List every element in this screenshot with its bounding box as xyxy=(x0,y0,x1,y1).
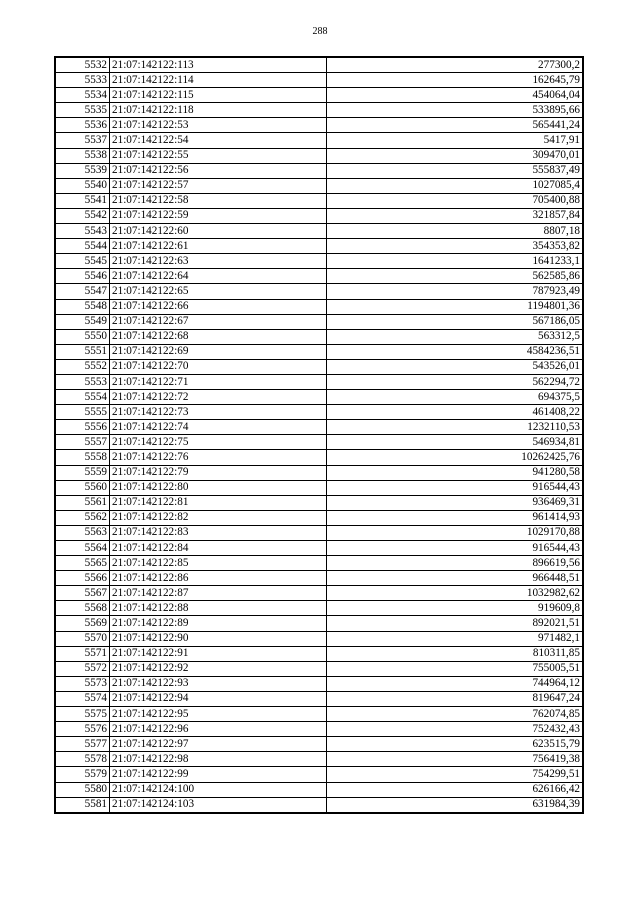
value-cell: 892021,51 xyxy=(327,616,583,631)
row-number-cell: 5574 xyxy=(56,691,110,706)
value-cell: 162645,79 xyxy=(327,73,583,88)
table-row xyxy=(56,495,583,510)
cadastral-number-cell: 21:07:142122:91 xyxy=(110,646,327,661)
table-row xyxy=(56,299,583,314)
value-cell: 4584236,51 xyxy=(327,344,583,359)
value-cell: 631984,39 xyxy=(327,797,583,812)
row-number-cell: 5551 xyxy=(56,344,110,359)
cadastral-number-cell: 21:07:142122:86 xyxy=(110,571,327,586)
table-row xyxy=(56,374,583,389)
table-row xyxy=(56,541,583,556)
cadastral-number-cell: 21:07:142122:115 xyxy=(110,88,327,103)
cadastral-number-cell: 21:07:142122:54 xyxy=(110,133,327,148)
cadastral-number-cell: 21:07:142122:96 xyxy=(110,722,327,737)
value-cell: 755005,51 xyxy=(327,661,583,676)
value-cell: 626166,42 xyxy=(327,782,583,797)
value-cell: 354353,82 xyxy=(327,239,583,254)
table-row xyxy=(56,239,583,254)
value-cell: 810311,85 xyxy=(327,646,583,661)
row-number-cell: 5549 xyxy=(56,314,110,329)
table-row xyxy=(56,450,583,465)
row-number-cell: 5570 xyxy=(56,631,110,646)
cadastral-number-cell: 21:07:142122:87 xyxy=(110,586,327,601)
value-cell: 754299,51 xyxy=(327,767,583,782)
row-number-cell: 5578 xyxy=(56,752,110,767)
value-cell: 563312,5 xyxy=(327,329,583,344)
table-row xyxy=(56,359,583,374)
row-number-cell: 5579 xyxy=(56,767,110,782)
value-cell: 762074,85 xyxy=(327,707,583,722)
table-row xyxy=(56,797,583,812)
table-row xyxy=(56,691,583,706)
cadastral-number-cell: 21:07:142122:67 xyxy=(110,314,327,329)
row-number-cell: 5556 xyxy=(56,420,110,435)
row-number-cell: 5577 xyxy=(56,737,110,752)
row-number-cell: 5542 xyxy=(56,208,110,223)
value-cell: 916544,43 xyxy=(327,480,583,495)
row-number-cell: 5548 xyxy=(56,299,110,314)
value-cell: 752432,43 xyxy=(327,722,583,737)
value-cell: 966448,51 xyxy=(327,571,583,586)
row-number-cell: 5532 xyxy=(56,58,110,73)
cadastral-number-cell: 21:07:142122:68 xyxy=(110,329,327,344)
value-cell: 623515,79 xyxy=(327,737,583,752)
table-row xyxy=(56,284,583,299)
table-row xyxy=(56,344,583,359)
table-row xyxy=(56,148,583,163)
row-number-cell: 5563 xyxy=(56,525,110,540)
table-row xyxy=(56,103,583,118)
table-row xyxy=(56,163,583,178)
row-number-cell: 5569 xyxy=(56,616,110,631)
cadastral-number-cell: 21:07:142122:95 xyxy=(110,707,327,722)
cadastral-number-cell: 21:07:142122:80 xyxy=(110,480,327,495)
table-row xyxy=(56,390,583,405)
row-number-cell: 5557 xyxy=(56,435,110,450)
row-number-cell: 5561 xyxy=(56,495,110,510)
table-row xyxy=(56,722,583,737)
cadastral-number-cell: 21:07:142122:59 xyxy=(110,208,327,223)
cadastral-number-cell: 21:07:142122:58 xyxy=(110,193,327,208)
value-cell: 919609,8 xyxy=(327,601,583,616)
row-number-cell: 5572 xyxy=(56,661,110,676)
value-cell: 961414,93 xyxy=(327,510,583,525)
cadastral-number-cell: 21:07:142122:69 xyxy=(110,344,327,359)
table-row xyxy=(56,737,583,752)
cadastral-number-cell: 21:07:142122:74 xyxy=(110,420,327,435)
table-row xyxy=(56,405,583,420)
value-cell: 10262425,76 xyxy=(327,450,583,465)
row-number-cell: 5552 xyxy=(56,359,110,374)
table-row xyxy=(56,208,583,223)
cadastral-number-cell: 21:07:142122:85 xyxy=(110,556,327,571)
row-number-cell: 5534 xyxy=(56,88,110,103)
row-number-cell: 5566 xyxy=(56,571,110,586)
cadastral-number-cell: 21:07:142124:103 xyxy=(110,797,327,812)
cadastral-number-cell: 21:07:142122:55 xyxy=(110,148,327,163)
table-row xyxy=(56,525,583,540)
row-number-cell: 5535 xyxy=(56,103,110,118)
row-number-cell: 5533 xyxy=(56,73,110,88)
row-number-cell: 5559 xyxy=(56,465,110,480)
table-row xyxy=(56,118,583,133)
cadastral-number-cell: 21:07:142122:61 xyxy=(110,239,327,254)
value-cell: 461408,22 xyxy=(327,405,583,420)
table-row xyxy=(56,178,583,193)
row-number-cell: 5554 xyxy=(56,390,110,405)
row-number-cell: 5546 xyxy=(56,269,110,284)
table-row xyxy=(56,782,583,797)
table-row xyxy=(56,465,583,480)
row-number-cell: 5541 xyxy=(56,193,110,208)
table-row xyxy=(56,329,583,344)
value-cell: 936469,31 xyxy=(327,495,583,510)
row-number-cell: 5547 xyxy=(56,284,110,299)
value-cell: 543526,01 xyxy=(327,359,583,374)
cadastral-number-cell: 21:07:142122:65 xyxy=(110,284,327,299)
row-number-cell: 5564 xyxy=(56,541,110,556)
cadastral-number-cell: 21:07:142122:71 xyxy=(110,374,327,389)
value-cell: 454064,04 xyxy=(327,88,583,103)
value-cell: 1027085,4 xyxy=(327,178,583,193)
row-number-cell: 5565 xyxy=(56,556,110,571)
cadastral-number-cell: 21:07:142122:57 xyxy=(110,178,327,193)
row-number-cell: 5550 xyxy=(56,329,110,344)
cadastral-value-table xyxy=(55,57,583,813)
cadastral-number-cell: 21:07:142122:118 xyxy=(110,103,327,118)
row-number-cell: 5581 xyxy=(56,797,110,812)
value-cell: 1641233,1 xyxy=(327,254,583,269)
cadastral-number-cell: 21:07:142122:64 xyxy=(110,269,327,284)
value-cell: 533895,66 xyxy=(327,103,583,118)
value-cell: 562294,72 xyxy=(327,374,583,389)
row-number-cell: 5536 xyxy=(56,118,110,133)
table-row xyxy=(56,556,583,571)
cadastral-number-cell: 21:07:142122:114 xyxy=(110,73,327,88)
row-number-cell: 5539 xyxy=(56,163,110,178)
row-number-cell: 5560 xyxy=(56,480,110,495)
cadastral-number-cell: 21:07:142122:92 xyxy=(110,661,327,676)
row-number-cell: 5538 xyxy=(56,148,110,163)
table-row xyxy=(56,601,583,616)
cadastral-number-cell: 21:07:142122:60 xyxy=(110,224,327,239)
row-number-cell: 5567 xyxy=(56,586,110,601)
row-number-cell: 5576 xyxy=(56,722,110,737)
value-cell: 1029170,88 xyxy=(327,525,583,540)
table-row xyxy=(56,707,583,722)
cadastral-number-cell: 21:07:142122:75 xyxy=(110,435,327,450)
value-cell: 546934,81 xyxy=(327,435,583,450)
table-row xyxy=(56,314,583,329)
page-number: 288 xyxy=(312,26,328,37)
table-row xyxy=(56,58,583,73)
cadastral-number-cell: 21:07:142122:72 xyxy=(110,390,327,405)
row-number-cell: 5545 xyxy=(56,254,110,269)
table-row xyxy=(56,88,583,103)
table-row xyxy=(56,646,583,661)
value-cell: 1194801,36 xyxy=(327,299,583,314)
table-row xyxy=(56,193,583,208)
row-number-cell: 5544 xyxy=(56,239,110,254)
value-cell: 8807,18 xyxy=(327,224,583,239)
row-number-cell: 5555 xyxy=(56,405,110,420)
value-cell: 896619,56 xyxy=(327,556,583,571)
row-number-cell: 5562 xyxy=(56,510,110,525)
value-cell: 941280,58 xyxy=(327,465,583,480)
table-row xyxy=(56,661,583,676)
value-cell: 321857,84 xyxy=(327,208,583,223)
cadastral-number-cell: 21:07:142122:79 xyxy=(110,465,327,480)
table-row xyxy=(56,73,583,88)
row-number-cell: 5543 xyxy=(56,224,110,239)
cadastral-number-cell: 21:07:142122:76 xyxy=(110,450,327,465)
cadastral-number-cell: 21:07:142122:63 xyxy=(110,254,327,269)
row-number-cell: 5568 xyxy=(56,601,110,616)
table-row xyxy=(56,510,583,525)
cadastral-number-cell: 21:07:142124:100 xyxy=(110,782,327,797)
table-row xyxy=(56,435,583,450)
table-row xyxy=(56,676,583,691)
table-row xyxy=(56,269,583,284)
table-row xyxy=(56,254,583,269)
cadastral-number-cell: 21:07:142122:70 xyxy=(110,359,327,374)
cadastral-number-cell: 21:07:142122:84 xyxy=(110,541,327,556)
row-number-cell: 5571 xyxy=(56,646,110,661)
cadastral-number-cell: 21:07:142122:83 xyxy=(110,525,327,540)
cadastral-number-cell: 21:07:142122:81 xyxy=(110,495,327,510)
table-row xyxy=(56,480,583,495)
row-number-cell: 5558 xyxy=(56,450,110,465)
table-row xyxy=(56,571,583,586)
table-row xyxy=(56,752,583,767)
value-cell: 1032982,62 xyxy=(327,586,583,601)
cadastral-number-cell: 21:07:142122:97 xyxy=(110,737,327,752)
value-cell: 309470,01 xyxy=(327,148,583,163)
value-cell: 562585,86 xyxy=(327,269,583,284)
table-row xyxy=(56,420,583,435)
cadastral-number-cell: 21:07:142122:99 xyxy=(110,767,327,782)
row-number-cell: 5580 xyxy=(56,782,110,797)
cadastral-number-cell: 21:07:142122:93 xyxy=(110,676,327,691)
cadastral-number-cell: 21:07:142122:98 xyxy=(110,752,327,767)
value-cell: 555837,49 xyxy=(327,163,583,178)
value-cell: 5417,91 xyxy=(327,133,583,148)
cadastral-number-cell: 21:07:142122:82 xyxy=(110,510,327,525)
row-number-cell: 5540 xyxy=(56,178,110,193)
table-row xyxy=(56,586,583,601)
value-cell: 819647,24 xyxy=(327,691,583,706)
cadastral-number-cell: 21:07:142122:90 xyxy=(110,631,327,646)
table-row xyxy=(56,767,583,782)
value-cell: 694375,5 xyxy=(327,390,583,405)
table-row xyxy=(56,133,583,148)
cadastral-number-cell: 21:07:142122:66 xyxy=(110,299,327,314)
row-number-cell: 5537 xyxy=(56,133,110,148)
cadastral-number-cell: 21:07:142122:88 xyxy=(110,601,327,616)
cadastral-number-cell: 21:07:142122:94 xyxy=(110,691,327,706)
value-cell: 756419,38 xyxy=(327,752,583,767)
row-number-cell: 5553 xyxy=(56,374,110,389)
cadastral-number-cell: 21:07:142122:53 xyxy=(110,118,327,133)
table-row xyxy=(56,631,583,646)
table-row xyxy=(56,616,583,631)
value-cell: 565441,24 xyxy=(327,118,583,133)
row-number-cell: 5575 xyxy=(56,707,110,722)
value-cell: 705400,88 xyxy=(327,193,583,208)
value-cell: 1232110,53 xyxy=(327,420,583,435)
value-cell: 971482,1 xyxy=(327,631,583,646)
value-cell: 916544,43 xyxy=(327,541,583,556)
table-body xyxy=(56,58,583,813)
table-row xyxy=(56,224,583,239)
value-cell: 567186,05 xyxy=(327,314,583,329)
value-cell: 277300,2 xyxy=(327,58,583,73)
value-cell: 744964,12 xyxy=(327,676,583,691)
cadastral-number-cell: 21:07:142122:89 xyxy=(110,616,327,631)
cadastral-number-cell: 21:07:142122:56 xyxy=(110,163,327,178)
cadastral-number-cell: 21:07:142122:73 xyxy=(110,405,327,420)
row-number-cell: 5573 xyxy=(56,676,110,691)
cadastral-number-cell: 21:07:142122:113 xyxy=(110,58,327,73)
value-cell: 787923,49 xyxy=(327,284,583,299)
